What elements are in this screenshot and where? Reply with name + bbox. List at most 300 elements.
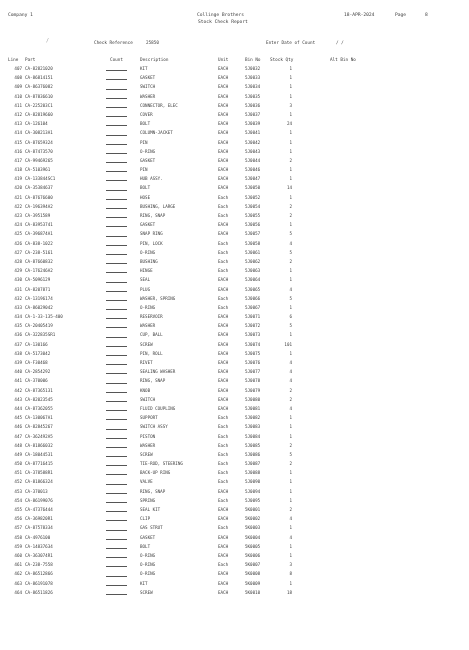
- bin-number: 5J0043: [245, 148, 261, 154]
- unit: EACH: [218, 571, 229, 577]
- count-entry-line[interactable]: [106, 171, 127, 172]
- col-qty-header: Stock Qty: [270, 58, 294, 63]
- table-row: [0, 75, 469, 84]
- line-number: 429: [14, 268, 22, 274]
- unit: EACH: [218, 589, 229, 595]
- line-number: 414: [14, 130, 22, 136]
- count-date-label: Enter Date of Count: [266, 41, 316, 46]
- description: RING, SNAP: [140, 488, 166, 494]
- stock-qty: 18: [286, 589, 292, 595]
- bin-number: 5J0085: [245, 442, 261, 448]
- bin-number: 5K0008: [245, 571, 261, 577]
- table-row: [0, 489, 469, 498]
- description: HUB ASSY.: [140, 176, 163, 182]
- description: BOLT: [140, 185, 151, 191]
- stock-qty: 1: [289, 543, 292, 549]
- count-entry-line[interactable]: [106, 383, 127, 384]
- stock-qty: 5: [289, 451, 292, 457]
- line-number: 451: [14, 470, 22, 476]
- line-number: 424: [14, 222, 22, 228]
- table-row: [0, 130, 469, 139]
- line-number: 438: [14, 350, 22, 356]
- table-row: [0, 590, 469, 599]
- part-number: CA-378588R1: [25, 470, 53, 476]
- unit: EACH: [218, 185, 229, 191]
- unit: EACH: [218, 222, 229, 228]
- table-row: [0, 296, 469, 305]
- part-number: CA-87578334: [25, 525, 53, 531]
- stock-qty: 8: [289, 571, 292, 577]
- unit: EACH: [218, 176, 229, 182]
- bin-number: 5J0033: [245, 75, 261, 81]
- table-row: [0, 250, 469, 259]
- count-entry-line[interactable]: [106, 539, 127, 540]
- stock-table-body: [0, 66, 469, 599]
- stock-qty: 1: [289, 222, 292, 228]
- stock-qty: 1: [289, 332, 292, 338]
- description: SCREW: [140, 589, 153, 595]
- table-row: [0, 140, 469, 149]
- company-name: Collinge Brothers: [197, 13, 245, 18]
- stock-qty: 1: [289, 470, 292, 476]
- bin-number: 5J0079: [245, 387, 261, 393]
- count-entry-line[interactable]: [106, 373, 127, 374]
- table-row: [0, 434, 469, 443]
- stock-qty: 3: [289, 562, 292, 568]
- count-entry-line[interactable]: [106, 392, 127, 393]
- count-entry-line[interactable]: [106, 566, 127, 567]
- line-number: 431: [14, 286, 22, 292]
- description: SCREW: [140, 451, 153, 457]
- unit: EACH: [218, 488, 229, 494]
- stock-qty: 1: [289, 304, 292, 310]
- part-number: CA-86029042: [25, 304, 53, 310]
- unit: EACH: [218, 102, 229, 108]
- table-row: [0, 406, 469, 415]
- part-number: CA-396874A1: [25, 231, 53, 237]
- count-entry-line[interactable]: [106, 447, 127, 448]
- bin-number: 5J0077: [245, 369, 261, 375]
- table-row: [0, 498, 469, 507]
- unit: EACH: [218, 332, 229, 338]
- stock-qty: 1: [289, 268, 292, 274]
- stock-qty: 2: [289, 507, 292, 512]
- part-number: CA-2854292: [25, 369, 51, 375]
- line-number: 439: [14, 360, 22, 365]
- bin-number: 5J0032: [245, 66, 261, 71]
- stock-qty: 2: [289, 157, 292, 163]
- stock-qty: 5: [289, 231, 292, 237]
- description: SEALING WASHER: [140, 369, 176, 375]
- table-row: [0, 388, 469, 397]
- bin-number: 5J0037: [245, 111, 261, 117]
- count-entry-line[interactable]: [106, 245, 127, 246]
- unit: Each: [218, 479, 229, 485]
- unit: EACH: [218, 396, 229, 402]
- part-number: CA-86376082: [25, 84, 53, 90]
- part-number: CA-5096129: [25, 277, 51, 283]
- description: VALVE: [140, 479, 153, 485]
- count-entry-line[interactable]: [106, 456, 127, 457]
- unit: Each: [218, 424, 229, 430]
- description: SUPPORT: [140, 415, 158, 421]
- stock-qty: 1: [289, 176, 292, 182]
- table-row: [0, 479, 469, 488]
- bin-number: 5J0041: [245, 130, 261, 136]
- col-unit-header: Unit: [218, 58, 229, 63]
- table-row: [0, 305, 469, 314]
- count-entry-line[interactable]: [106, 217, 127, 218]
- description: GASKET: [140, 534, 156, 540]
- part-number: CA-87836610: [25, 93, 53, 99]
- count-entry-line[interactable]: [106, 79, 127, 80]
- table-row: [0, 268, 469, 277]
- description: HINGE: [140, 268, 153, 274]
- count-entry-line[interactable]: [106, 337, 127, 338]
- table-row: [0, 241, 469, 250]
- line-number: 444: [14, 405, 22, 411]
- unit: Each: [218, 525, 229, 531]
- stock-qty: 4: [289, 369, 292, 375]
- part-number: CA-1-33-135-400: [25, 314, 63, 320]
- count-entry-line[interactable]: [106, 107, 127, 108]
- unit: EACH: [218, 167, 229, 173]
- count-entry-line[interactable]: [106, 493, 127, 494]
- count-entry-line[interactable]: [106, 300, 127, 301]
- line-number: 434: [14, 314, 22, 320]
- stock-qty: 14: [286, 185, 292, 191]
- unit: EACH: [218, 277, 229, 283]
- bin-number: 5J0056: [245, 222, 261, 228]
- bin-number: 5J0044: [245, 157, 261, 163]
- line-number: 411: [14, 102, 22, 108]
- count-entry-line[interactable]: [106, 70, 127, 71]
- table-row: [0, 470, 469, 479]
- description: PLUG: [140, 286, 151, 292]
- unit: EACH: [218, 405, 229, 411]
- count-entry-line[interactable]: [106, 291, 127, 292]
- report-date: 18-APR-2024: [344, 13, 375, 18]
- col-count-header: Count: [110, 58, 123, 63]
- line-number: 408: [14, 75, 22, 81]
- table-row: [0, 443, 469, 452]
- unit: Each: [218, 268, 229, 274]
- unit: EACH: [218, 286, 229, 292]
- unit: Each: [218, 562, 229, 568]
- bin-number: 5J0034: [245, 84, 261, 90]
- line-number: 421: [14, 194, 22, 200]
- line-number: 463: [14, 580, 22, 586]
- description: PIN, LOCK: [140, 240, 163, 246]
- count-entry-line[interactable]: [106, 144, 127, 145]
- count-entry-line[interactable]: [106, 190, 127, 191]
- description: WASHER: [140, 442, 156, 448]
- line-number: 458: [14, 534, 22, 540]
- count-entry-line[interactable]: [106, 236, 127, 237]
- unit: EACH: [218, 66, 229, 71]
- table-row: [0, 507, 469, 516]
- count-entry-line[interactable]: [106, 327, 127, 328]
- part-number: CA-86511826: [25, 589, 53, 595]
- stock-qty: 24: [286, 121, 292, 127]
- stock-qty: 1: [289, 552, 292, 558]
- unit: EACH: [218, 369, 229, 375]
- count-entry-line[interactable]: [106, 438, 127, 439]
- description: WASHER: [140, 323, 156, 329]
- line-number: 453: [14, 488, 22, 494]
- count-entry-line[interactable]: [106, 465, 127, 466]
- count-entry-line[interactable]: [106, 162, 127, 163]
- line-number: 457: [14, 525, 22, 531]
- line-number: 462: [14, 571, 22, 577]
- part-number: CA-362492A5: [25, 433, 53, 439]
- bin-number: 5J0063: [245, 268, 261, 274]
- unit: EACH: [218, 507, 229, 512]
- count-entry-line[interactable]: [106, 125, 127, 126]
- table-row: [0, 259, 469, 268]
- description: SWITCH: [140, 84, 156, 90]
- stock-qty: 4: [289, 360, 292, 365]
- bin-number: 5J0071: [245, 314, 261, 320]
- line-number: 407: [14, 66, 22, 71]
- count-entry-line[interactable]: [106, 585, 127, 586]
- count-entry-line[interactable]: [106, 520, 127, 521]
- table-row: [0, 231, 469, 240]
- stock-qty: 1: [289, 277, 292, 283]
- part-number: CA-87362055: [25, 405, 53, 411]
- part-number: CA-87473570: [25, 148, 53, 154]
- report-title: Stock Check Report: [198, 20, 248, 25]
- description: O-RING: [140, 148, 156, 154]
- count-entry-line[interactable]: [106, 254, 127, 255]
- unit: EACH: [218, 148, 229, 154]
- count-entry-line[interactable]: [106, 576, 127, 577]
- description: SWITCH: [140, 396, 156, 402]
- part-number: CA-130067A1: [25, 415, 53, 421]
- description: CLIP: [140, 516, 151, 522]
- description: RIVET: [140, 360, 153, 365]
- part-number: CA-83953741: [25, 222, 53, 228]
- bin-number: 5J0042: [245, 139, 261, 145]
- count-entry-line[interactable]: [106, 419, 127, 420]
- part-number: CA-87365131: [25, 387, 53, 393]
- part-number: CA-47376444: [25, 507, 53, 512]
- part-number: CA-176246A2: [25, 268, 53, 274]
- line-number: 448: [14, 442, 22, 448]
- bin-number: 5J0087: [245, 461, 261, 467]
- table-row: [0, 553, 469, 562]
- stock-qty: 1: [289, 66, 292, 71]
- count-entry-line[interactable]: [106, 263, 127, 264]
- check-reference-value: 25850: [146, 41, 159, 46]
- bin-number: 5J0080: [245, 396, 261, 402]
- bin-number: 5J0065: [245, 286, 261, 292]
- count-entry-line[interactable]: [106, 557, 127, 558]
- count-entry-line[interactable]: [106, 199, 127, 200]
- count-entry-line[interactable]: [106, 89, 127, 90]
- unit: EACH: [218, 350, 229, 356]
- count-entry-line[interactable]: [106, 511, 127, 512]
- line-number: 412: [14, 111, 22, 117]
- col-alt-bin-header: Alt Bin No: [330, 58, 356, 63]
- line-number: 437: [14, 341, 22, 347]
- count-entry-line[interactable]: [106, 474, 127, 475]
- col-bin-header: Bin No: [245, 58, 261, 63]
- count-entry-line[interactable]: [106, 135, 127, 136]
- table-row: [0, 167, 469, 176]
- stock-qty: 6: [289, 314, 292, 320]
- stock-qty: 4: [289, 516, 292, 522]
- part-number: CA-370013: [25, 488, 48, 494]
- count-entry-line[interactable]: [106, 282, 127, 283]
- count-entry-line[interactable]: [106, 401, 127, 402]
- bin-number: 5J0036: [245, 102, 261, 108]
- count-entry-line[interactable]: [106, 548, 127, 549]
- description: PIN: [140, 167, 148, 173]
- line-number: 443: [14, 396, 22, 402]
- unit: EACH: [218, 387, 229, 393]
- description: CUP, BALL: [140, 332, 163, 338]
- table-row: [0, 415, 469, 424]
- count-entry-line[interactable]: [106, 594, 127, 595]
- description: SNAP RING: [140, 231, 163, 237]
- line-number: 426: [14, 240, 22, 246]
- table-row: [0, 378, 469, 387]
- line-number: 452: [14, 479, 22, 485]
- table-row: [0, 461, 469, 470]
- count-entry-line[interactable]: [106, 502, 127, 503]
- line-number: 450: [14, 461, 22, 467]
- table-row: [0, 176, 469, 185]
- table-row: [0, 581, 469, 590]
- count-entry-line[interactable]: [106, 429, 127, 430]
- count-date-value: / /: [336, 41, 344, 46]
- stock-qty: 1: [289, 433, 292, 439]
- bin-number: 5J0057: [245, 231, 261, 237]
- part-number: CA-225203C1: [25, 102, 53, 108]
- col-description-header: Description: [140, 58, 169, 63]
- bin-number: 5J0066: [245, 295, 261, 301]
- description: KNOB: [140, 387, 151, 393]
- bin-number: 5J0039: [245, 121, 261, 127]
- stock-qty: 1: [289, 194, 292, 200]
- part-number: CA-35384637: [25, 185, 53, 191]
- bin-number: 5K0004: [245, 534, 261, 540]
- count-entry-line[interactable]: [106, 98, 127, 99]
- stock-qty: 4: [289, 534, 292, 540]
- part-number: CA-322835SR1: [25, 332, 56, 338]
- part-number: CA-87659324: [25, 139, 53, 145]
- description: COLUMN-JACKET: [140, 130, 173, 136]
- company-label: Company 1: [8, 13, 33, 18]
- part-number: CA-82819660: [25, 111, 53, 117]
- count-entry-line[interactable]: [106, 355, 127, 356]
- part-number: CA-14837634: [25, 543, 53, 549]
- bin-number: 5J0050: [245, 185, 261, 191]
- table-row: [0, 525, 469, 534]
- description: RESERVOIR: [140, 314, 163, 320]
- line-number: 446: [14, 424, 22, 430]
- unit: EACH: [218, 552, 229, 558]
- stock-qty: 4: [289, 240, 292, 246]
- unit: EACH: [218, 580, 229, 586]
- table-row: [0, 369, 469, 378]
- table-row: [0, 424, 469, 433]
- stock-qty: 1: [289, 84, 292, 90]
- bin-number: 5J0058: [245, 240, 261, 246]
- count-entry-line[interactable]: [106, 208, 127, 209]
- line-number: 416: [14, 148, 22, 154]
- part-number: CA-18044531: [25, 451, 53, 457]
- bin-number: 5J0082: [245, 415, 261, 421]
- part-number: CA-308213A1: [25, 130, 53, 136]
- part-number: CA-363074R1: [25, 552, 53, 558]
- count-entry-line[interactable]: [106, 226, 127, 227]
- part-number: CA-369820R1: [25, 516, 53, 522]
- count-entry-line[interactable]: [106, 364, 127, 365]
- count-entry-line[interactable]: [106, 530, 127, 531]
- line-number: 441: [14, 378, 22, 384]
- unit: EACH: [218, 121, 229, 127]
- part-number: CA-82023545: [25, 396, 53, 402]
- bin-number: 5J0086: [245, 451, 261, 457]
- stock-qty: 4: [289, 286, 292, 292]
- stock-qty: 2: [289, 442, 292, 448]
- stock-qty: 5: [289, 323, 292, 329]
- line-number: 454: [14, 497, 22, 503]
- bin-number: 5J0072: [245, 323, 261, 329]
- count-entry-line[interactable]: [106, 346, 127, 347]
- part-number: CA-82845267: [25, 424, 53, 430]
- table-row: [0, 84, 469, 93]
- bin-number: 5J0052: [245, 194, 261, 200]
- check-reference-label: Check Reference: [94, 41, 133, 46]
- stock-qty: 1: [289, 350, 292, 356]
- count-entry-line[interactable]: [106, 484, 127, 485]
- bin-number: 5J0074: [245, 341, 261, 347]
- description: WASHER, SPRING: [140, 295, 176, 301]
- description: CONNECTOR, ELEC: [140, 102, 178, 108]
- table-row: [0, 277, 469, 286]
- table-row: [0, 66, 469, 75]
- unit: EACH: [218, 130, 229, 136]
- table-row: [0, 516, 469, 525]
- line-number: 422: [14, 203, 22, 209]
- description: RING, SNAP: [140, 213, 166, 218]
- unit: EACH: [218, 84, 229, 90]
- count-entry-line[interactable]: [106, 410, 127, 411]
- count-entry-line[interactable]: [106, 272, 127, 273]
- count-entry-line[interactable]: [106, 309, 127, 310]
- line-number: 461: [14, 562, 22, 568]
- table-row: [0, 149, 469, 158]
- bin-number: 5J0064: [245, 277, 261, 283]
- line-number: 449: [14, 451, 22, 457]
- part-number: CA-86814151: [25, 75, 53, 81]
- part-number: CA-5173042: [25, 350, 51, 356]
- count-entry-line[interactable]: [106, 180, 127, 181]
- unit: Each: [218, 194, 229, 200]
- table-row: [0, 323, 469, 332]
- description: O-RING: [140, 249, 156, 255]
- line-number: 445: [14, 415, 22, 421]
- part-number: CA-3951589: [25, 213, 51, 218]
- count-entry-line[interactable]: [106, 116, 127, 117]
- line-number: 455: [14, 507, 22, 512]
- line-number: 436: [14, 332, 22, 338]
- count-entry-line[interactable]: [106, 318, 127, 319]
- count-entry-line[interactable]: [106, 153, 127, 154]
